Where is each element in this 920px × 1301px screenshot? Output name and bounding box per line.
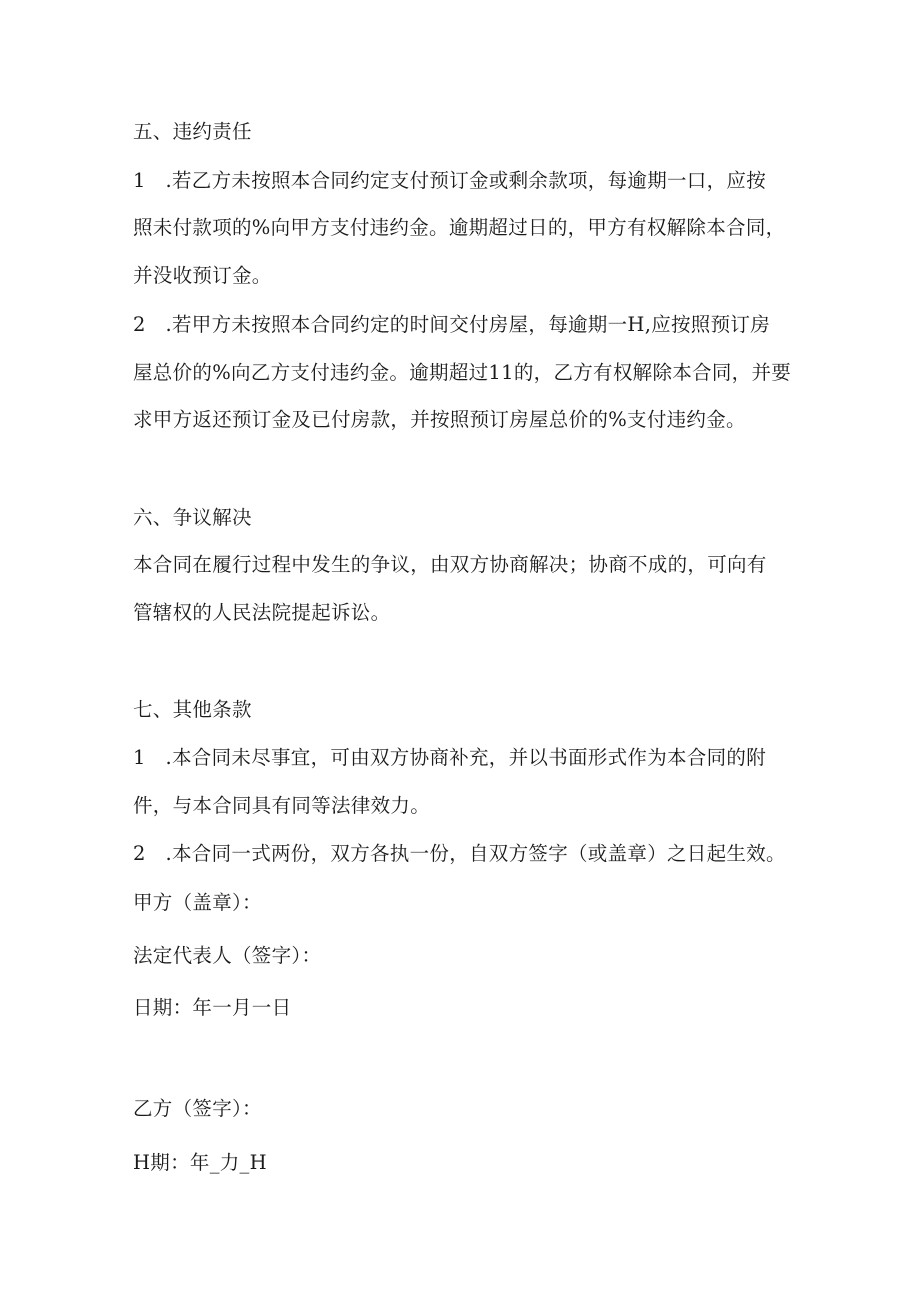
clause-line: 求甲方返还预订金及已付房款，并按照预订房屋总价的%支付违约金。 — [133, 408, 746, 431]
clause-line: 1 .若乙方未按照本合同约定支付预订金或剩余款项，每逾期一口，应按 — [133, 169, 767, 192]
clause-line: 并没收预订金。 — [133, 264, 272, 287]
section-heading-breach-liability: 五、违约责任 — [133, 120, 252, 143]
paragraph-line: 管辖权的人民法院提起诉讼。 — [133, 601, 391, 624]
party-b-sign-label: 乙方（签字）： — [133, 1097, 262, 1120]
clause-line: 件，与本合同具有同等法律效力。 — [133, 794, 431, 817]
section-heading-other-terms: 七、其他条款 — [133, 698, 252, 721]
clause-line: 2 .若甲方未按照本合同约定的时间交付房屋，每逾期一H,应按照预订房 — [133, 313, 771, 336]
clause-line: 2 .本合同一式两份，双方各执一份，自双方签字（或盖章）之日起生效。 — [133, 842, 786, 865]
section-heading-dispute-resolution: 六、争议解决 — [133, 506, 252, 529]
date-line-party-b: H期：年_力_H — [133, 1151, 267, 1174]
party-a-seal-label: 甲方（盖章）： — [133, 891, 262, 914]
clause-line: 屋总价的%向乙方支付违约金。逾期超过11的，乙方有权解除本合同，并要 — [133, 361, 792, 384]
clause-line: 照未付款项的%向甲方支付违约金。逾期超过日的，甲方有权解除本合同， — [133, 216, 786, 239]
date-line-party-a: 日期：年一月一日 — [133, 996, 292, 1019]
legal-representative-label: 法定代表人（签字）： — [133, 944, 322, 967]
clause-line: 1 .本合同未尽事宜，可由双方协商补充，并以书面形式作为本合同的附 — [133, 746, 767, 769]
paragraph-line: 本合同在履行过程中发生的争议，由双方协商解决；协商不成的，可向有 — [133, 553, 767, 576]
